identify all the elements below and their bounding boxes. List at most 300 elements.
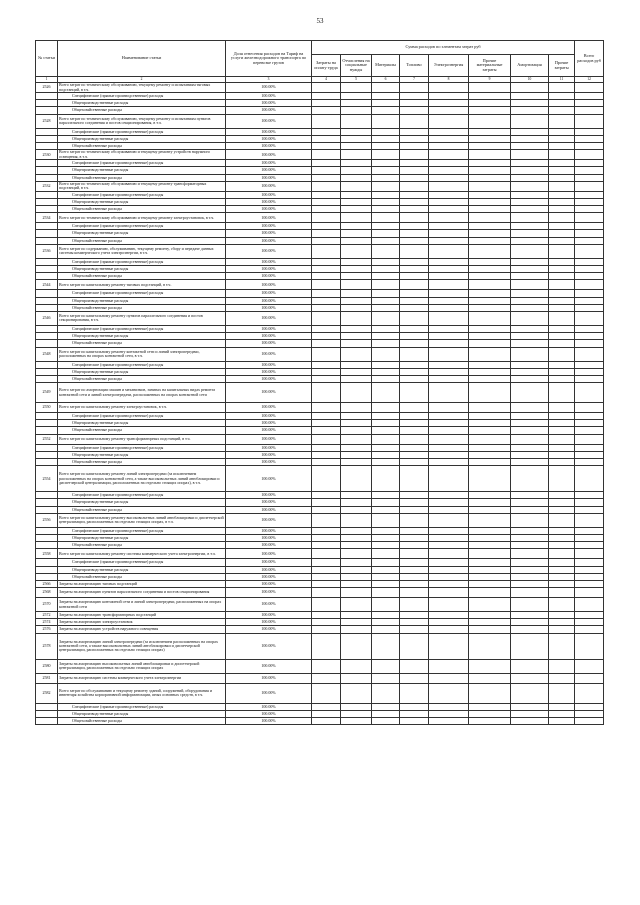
amount-cell bbox=[511, 466, 549, 492]
amount-cell bbox=[469, 83, 511, 93]
amount-cell bbox=[429, 534, 469, 541]
table-row bbox=[36, 181, 604, 191]
column-index: 5 bbox=[341, 77, 372, 83]
amount-cell bbox=[469, 375, 511, 382]
article-name: Общехозяйственные расходы bbox=[58, 304, 226, 311]
amount-cell bbox=[312, 114, 341, 128]
amount-cell bbox=[372, 659, 400, 673]
table-row bbox=[36, 290, 604, 297]
article-number bbox=[36, 559, 58, 566]
amount-cell bbox=[469, 527, 511, 534]
share-percent: 100.00% bbox=[226, 718, 312, 725]
amount-cell bbox=[429, 114, 469, 128]
amount-cell bbox=[469, 128, 511, 135]
amount-cell bbox=[469, 580, 511, 587]
amount-cell bbox=[549, 413, 575, 420]
amount-cell bbox=[400, 427, 429, 434]
column-index: 6 bbox=[372, 77, 400, 83]
table-row bbox=[36, 107, 604, 114]
amount-cell bbox=[511, 206, 549, 213]
amount-cell bbox=[511, 444, 549, 451]
amount-cell bbox=[341, 273, 372, 280]
amount-cell bbox=[469, 506, 511, 513]
amount-cell bbox=[575, 347, 604, 361]
article-number bbox=[36, 420, 58, 427]
article-number: 2546 bbox=[36, 311, 58, 325]
share-percent: 100.00% bbox=[226, 499, 312, 506]
share-percent: 100.00% bbox=[226, 451, 312, 458]
amount-cell bbox=[400, 304, 429, 311]
amount-cell bbox=[372, 368, 400, 375]
amount-cell bbox=[400, 542, 429, 549]
amount-cell bbox=[400, 420, 429, 427]
article-name: Общехозяйственные расходы bbox=[58, 273, 226, 280]
share-percent: 100.00% bbox=[226, 673, 312, 683]
amount-cell bbox=[429, 83, 469, 93]
amount-cell bbox=[549, 347, 575, 361]
amount-cell bbox=[312, 280, 341, 290]
amount-cell bbox=[341, 213, 372, 223]
amount-cell bbox=[312, 375, 341, 382]
amount-cell bbox=[549, 191, 575, 198]
amount-cell bbox=[511, 311, 549, 325]
article-number bbox=[36, 368, 58, 375]
table-row bbox=[36, 230, 604, 237]
article-number: 2536 bbox=[36, 244, 58, 258]
amount-cell bbox=[511, 100, 549, 107]
amount-cell bbox=[575, 580, 604, 587]
share-percent: 100.00% bbox=[226, 434, 312, 444]
amount-cell bbox=[575, 549, 604, 559]
amount-cell bbox=[429, 237, 469, 244]
amount-cell bbox=[575, 598, 604, 612]
article-name: Всего затрат по капитальному ремонту тяговых подстанций, в т.ч. bbox=[58, 280, 226, 290]
amount-cell bbox=[469, 107, 511, 114]
article-name: Общепроизводственные расходы bbox=[58, 100, 226, 107]
cost-table bbox=[35, 40, 604, 725]
amount-cell bbox=[312, 181, 341, 191]
amount-cell bbox=[469, 347, 511, 361]
amount-cell bbox=[400, 549, 429, 559]
article-name: Общепроизводственные расходы bbox=[58, 451, 226, 458]
amount-cell bbox=[575, 588, 604, 598]
share-percent: 100.00% bbox=[226, 413, 312, 420]
column-index: 9 bbox=[469, 77, 511, 83]
article-number bbox=[36, 710, 58, 717]
article-name: Общепроизводственные расходы bbox=[58, 368, 226, 375]
amount-cell bbox=[511, 633, 549, 659]
amount-cell bbox=[341, 280, 372, 290]
table-row bbox=[36, 198, 604, 205]
amount-cell bbox=[511, 598, 549, 612]
article-name: Всего затрат по капитальному ремонту контактной сети и линий электропередачи, расположенных на опорах контактной сети, в т.ч. bbox=[58, 347, 226, 361]
article-name: Общехозяйственные расходы bbox=[58, 340, 226, 347]
amount-cell bbox=[400, 191, 429, 198]
article-number bbox=[36, 297, 58, 304]
share-percent: 100.00% bbox=[226, 573, 312, 580]
article-name: Специфические (прямые производственные) расходы bbox=[58, 703, 226, 710]
amount-cell bbox=[312, 213, 341, 223]
amount-cell bbox=[341, 174, 372, 181]
article-name: Специфические (прямые производственные) расходы bbox=[58, 93, 226, 100]
table-row bbox=[36, 237, 604, 244]
amount-cell bbox=[575, 375, 604, 382]
amount-cell bbox=[341, 459, 372, 466]
amount-cell bbox=[575, 566, 604, 573]
article-number: 2554 bbox=[36, 466, 58, 492]
amount-cell bbox=[469, 534, 511, 541]
amount-cell bbox=[469, 206, 511, 213]
table-row bbox=[36, 626, 604, 633]
table-row bbox=[36, 506, 604, 513]
amount-cell bbox=[469, 361, 511, 368]
article-name: Специфические (прямые производственные) расходы bbox=[58, 258, 226, 265]
article-number bbox=[36, 93, 58, 100]
amount-cell bbox=[469, 266, 511, 273]
article-number bbox=[36, 258, 58, 265]
article-name: Специфические (прямые производственные) расходы bbox=[58, 559, 226, 566]
table-row bbox=[36, 710, 604, 717]
article-name: Затраты на амортизацию тяговых подстанций bbox=[58, 580, 226, 587]
amount-cell bbox=[341, 361, 372, 368]
amount-cell bbox=[429, 304, 469, 311]
amount-cell bbox=[511, 290, 549, 297]
amount-cell bbox=[400, 311, 429, 325]
header-sub-3: Материалы bbox=[372, 55, 400, 77]
amount-cell bbox=[511, 128, 549, 135]
table-row bbox=[36, 311, 604, 325]
amount-cell bbox=[575, 93, 604, 100]
amount-cell bbox=[341, 588, 372, 598]
amount-cell bbox=[372, 534, 400, 541]
article-number: 2574 bbox=[36, 619, 58, 626]
amount-cell bbox=[469, 612, 511, 619]
amount-cell bbox=[312, 703, 341, 710]
amount-cell bbox=[312, 559, 341, 566]
article-name: Общехозяйственные расходы bbox=[58, 427, 226, 434]
amount-cell bbox=[400, 167, 429, 174]
table-row bbox=[36, 559, 604, 566]
amount-cell bbox=[549, 368, 575, 375]
amount-cell bbox=[312, 403, 341, 413]
amount-cell bbox=[511, 167, 549, 174]
table-row bbox=[36, 683, 604, 703]
amount-cell bbox=[312, 673, 341, 683]
amount-cell bbox=[372, 673, 400, 683]
amount-cell bbox=[469, 304, 511, 311]
amount-cell bbox=[429, 280, 469, 290]
share-percent: 100.00% bbox=[226, 93, 312, 100]
amount-cell bbox=[511, 566, 549, 573]
amount-cell bbox=[511, 258, 549, 265]
amount-cell bbox=[549, 673, 575, 683]
amount-cell bbox=[511, 527, 549, 534]
amount-cell bbox=[575, 659, 604, 673]
share-percent: 100.00% bbox=[226, 598, 312, 612]
article-name: Всего затрат по содержанию, обслуживанию, текущему ремонту, сбору и передаче данных системы коммерческого учета электроэнергии, в т.ч. bbox=[58, 244, 226, 258]
amount-cell bbox=[429, 258, 469, 265]
amount-cell bbox=[511, 237, 549, 244]
amount-cell bbox=[341, 100, 372, 107]
amount-cell bbox=[575, 174, 604, 181]
amount-cell bbox=[469, 383, 511, 403]
amount-cell bbox=[372, 174, 400, 181]
amount-cell bbox=[312, 206, 341, 213]
amount-cell bbox=[341, 612, 372, 619]
amount-cell bbox=[549, 466, 575, 492]
page-number: 53 bbox=[316, 17, 324, 25]
amount-cell bbox=[549, 403, 575, 413]
share-percent: 100.00% bbox=[226, 427, 312, 434]
amount-cell bbox=[372, 542, 400, 549]
column-index: 7 bbox=[400, 77, 429, 83]
amount-cell bbox=[312, 588, 341, 598]
amount-cell bbox=[400, 347, 429, 361]
article-name: Всего затрат по техническому обслуживанию и текущему ремонту электроустановок, в т.ч. bbox=[58, 213, 226, 223]
amount-cell bbox=[549, 333, 575, 340]
amount-cell bbox=[429, 230, 469, 237]
amount-cell bbox=[341, 703, 372, 710]
article-name: Специфические (прямые производственные) расходы bbox=[58, 361, 226, 368]
article-number: 2526 bbox=[36, 83, 58, 93]
amount-cell bbox=[511, 588, 549, 598]
amount-cell bbox=[429, 273, 469, 280]
amount-cell bbox=[312, 361, 341, 368]
amount-cell bbox=[400, 100, 429, 107]
amount-cell bbox=[511, 191, 549, 198]
amount-cell bbox=[312, 580, 341, 587]
share-percent: 100.00% bbox=[226, 659, 312, 673]
article-number bbox=[36, 107, 58, 114]
amount-cell bbox=[372, 513, 400, 527]
amount-cell bbox=[372, 114, 400, 128]
amount-cell bbox=[575, 527, 604, 534]
share-percent: 100.00% bbox=[226, 107, 312, 114]
share-percent: 100.00% bbox=[226, 167, 312, 174]
article-number bbox=[36, 444, 58, 451]
amount-cell bbox=[549, 598, 575, 612]
table-row bbox=[36, 368, 604, 375]
amount-cell bbox=[400, 413, 429, 420]
amount-cell bbox=[429, 612, 469, 619]
article-number bbox=[36, 534, 58, 541]
amount-cell bbox=[341, 434, 372, 444]
amount-cell bbox=[469, 135, 511, 142]
amount-cell bbox=[511, 413, 549, 420]
amount-cell bbox=[400, 273, 429, 280]
amount-cell bbox=[511, 142, 549, 149]
amount-cell bbox=[341, 333, 372, 340]
share-percent: 100.00% bbox=[226, 181, 312, 191]
amount-cell bbox=[312, 167, 341, 174]
amount-cell bbox=[511, 114, 549, 128]
article-number: 2570 bbox=[36, 598, 58, 612]
article-number bbox=[36, 506, 58, 513]
amount-cell bbox=[312, 513, 341, 527]
amount-cell bbox=[511, 150, 549, 160]
share-percent: 100.00% bbox=[226, 347, 312, 361]
amount-cell bbox=[312, 683, 341, 703]
table-row bbox=[36, 444, 604, 451]
amount-cell bbox=[549, 213, 575, 223]
table-row bbox=[36, 703, 604, 710]
amount-cell bbox=[549, 206, 575, 213]
amount-cell bbox=[400, 230, 429, 237]
amount-cell bbox=[341, 492, 372, 499]
amount-cell bbox=[372, 311, 400, 325]
amount-cell bbox=[469, 150, 511, 160]
amount-cell bbox=[429, 150, 469, 160]
article-name: Затраты на амортизацию электроустановок bbox=[58, 619, 226, 626]
header-group: Сумма расходов по элементам затрат руб bbox=[312, 41, 575, 55]
share-percent: 100.00% bbox=[226, 375, 312, 382]
share-percent: 100.00% bbox=[226, 466, 312, 492]
amount-cell bbox=[511, 383, 549, 403]
amount-cell bbox=[549, 718, 575, 725]
amount-cell bbox=[549, 659, 575, 673]
article-name: Общехозяйственные расходы bbox=[58, 237, 226, 244]
article-name: Общепроизводственные расходы bbox=[58, 566, 226, 573]
article-name: Специфические (прямые производственные) расходы bbox=[58, 413, 226, 420]
article-name: Специфические (прямые производственные) расходы bbox=[58, 290, 226, 297]
amount-cell bbox=[549, 559, 575, 566]
article-name: Общепроизводственные расходы bbox=[58, 710, 226, 717]
amount-cell bbox=[372, 626, 400, 633]
share-percent: 100.00% bbox=[226, 549, 312, 559]
amount-cell bbox=[511, 612, 549, 619]
amount-cell bbox=[429, 559, 469, 566]
article-number: 2548 bbox=[36, 347, 58, 361]
table-row bbox=[36, 718, 604, 725]
amount-cell bbox=[372, 325, 400, 332]
amount-cell bbox=[575, 258, 604, 265]
table-row bbox=[36, 466, 604, 492]
amount-cell bbox=[372, 191, 400, 198]
amount-cell bbox=[549, 280, 575, 290]
amount-cell bbox=[400, 361, 429, 368]
amount-cell bbox=[341, 413, 372, 420]
amount-cell bbox=[312, 83, 341, 93]
amount-cell bbox=[549, 114, 575, 128]
share-percent: 100.00% bbox=[226, 420, 312, 427]
amount-cell bbox=[549, 83, 575, 93]
amount-cell bbox=[549, 237, 575, 244]
amount-cell bbox=[400, 266, 429, 273]
article-number bbox=[36, 492, 58, 499]
article-name: Общепроизводственные расходы bbox=[58, 333, 226, 340]
amount-cell bbox=[341, 290, 372, 297]
amount-cell bbox=[429, 100, 469, 107]
amount-cell bbox=[312, 128, 341, 135]
amount-cell bbox=[312, 135, 341, 142]
amount-cell bbox=[511, 559, 549, 566]
amount-cell bbox=[549, 499, 575, 506]
article-number bbox=[36, 273, 58, 280]
amount-cell bbox=[549, 626, 575, 633]
amount-cell bbox=[341, 598, 372, 612]
article-number: 2576 bbox=[36, 626, 58, 633]
amount-cell bbox=[312, 534, 341, 541]
article-number: 2578 bbox=[36, 633, 58, 659]
amount-cell bbox=[341, 114, 372, 128]
amount-cell bbox=[341, 420, 372, 427]
amount-cell bbox=[469, 297, 511, 304]
amount-cell bbox=[469, 142, 511, 149]
amount-cell bbox=[575, 107, 604, 114]
article-number: 2556 bbox=[36, 513, 58, 527]
article-name: Всего затрат по техническому обслуживанию и текущему ремонту устройств наружного освещения, в т.ч. bbox=[58, 150, 226, 160]
amount-cell bbox=[511, 451, 549, 458]
table-row bbox=[36, 383, 604, 403]
table-row bbox=[36, 150, 604, 160]
amount-cell bbox=[341, 230, 372, 237]
amount-cell bbox=[429, 297, 469, 304]
article-number bbox=[36, 135, 58, 142]
amount-cell bbox=[549, 542, 575, 549]
amount-cell bbox=[341, 383, 372, 403]
amount-cell bbox=[469, 451, 511, 458]
header-sub-4: Топливо bbox=[400, 55, 429, 77]
amount-cell bbox=[511, 181, 549, 191]
amount-cell bbox=[400, 459, 429, 466]
amount-cell bbox=[312, 718, 341, 725]
amount-cell bbox=[429, 181, 469, 191]
amount-cell bbox=[469, 413, 511, 420]
header-sub-6: Прочие материальные затраты bbox=[469, 55, 511, 77]
amount-cell bbox=[575, 534, 604, 541]
amount-cell bbox=[341, 311, 372, 325]
amount-cell bbox=[549, 420, 575, 427]
amount-cell bbox=[469, 191, 511, 198]
amount-cell bbox=[469, 325, 511, 332]
table-row bbox=[36, 573, 604, 580]
article-name: Затраты на амортизацию высоковольтных линий автоблокировки и диспетчерской централизации, расположенных на отдельно стоящих опорах bbox=[58, 659, 226, 673]
amount-cell bbox=[429, 434, 469, 444]
amount-cell bbox=[312, 297, 341, 304]
article-number bbox=[36, 573, 58, 580]
table-row bbox=[36, 174, 604, 181]
table-row bbox=[36, 580, 604, 587]
article-name: Общепроизводственные расходы bbox=[58, 167, 226, 174]
article-name: Общепроизводственные расходы bbox=[58, 420, 226, 427]
amount-cell bbox=[312, 142, 341, 149]
amount-cell bbox=[372, 244, 400, 258]
amount-cell bbox=[469, 718, 511, 725]
table-row bbox=[36, 83, 604, 93]
amount-cell bbox=[372, 619, 400, 626]
article-number bbox=[36, 160, 58, 167]
article-number bbox=[36, 427, 58, 434]
amount-cell bbox=[429, 703, 469, 710]
amount-cell bbox=[372, 375, 400, 382]
amount-cell bbox=[549, 100, 575, 107]
share-percent: 100.00% bbox=[226, 566, 312, 573]
share-percent: 100.00% bbox=[226, 114, 312, 128]
article-name: Специфические (прямые производственные) расходы bbox=[58, 191, 226, 198]
amount-cell bbox=[400, 580, 429, 587]
amount-cell bbox=[372, 223, 400, 230]
header-name: Наименование статьи bbox=[58, 41, 226, 77]
amount-cell bbox=[549, 549, 575, 559]
amount-cell bbox=[469, 559, 511, 566]
amount-cell bbox=[511, 198, 549, 205]
amount-cell bbox=[372, 459, 400, 466]
article-name: Всего затрат по капитальному ремонту высоковольтных линий автоблокировки и диспетчерской централизации, расположенных на отдельно стоящих опорах, в т.ч. bbox=[58, 513, 226, 527]
amount-cell bbox=[312, 459, 341, 466]
amount-cell bbox=[429, 368, 469, 375]
article-name: Всего затрат по капитальному ремонту системы коммерческого учета электроэнергии, в т.ч. bbox=[58, 549, 226, 559]
amount-cell bbox=[429, 383, 469, 403]
